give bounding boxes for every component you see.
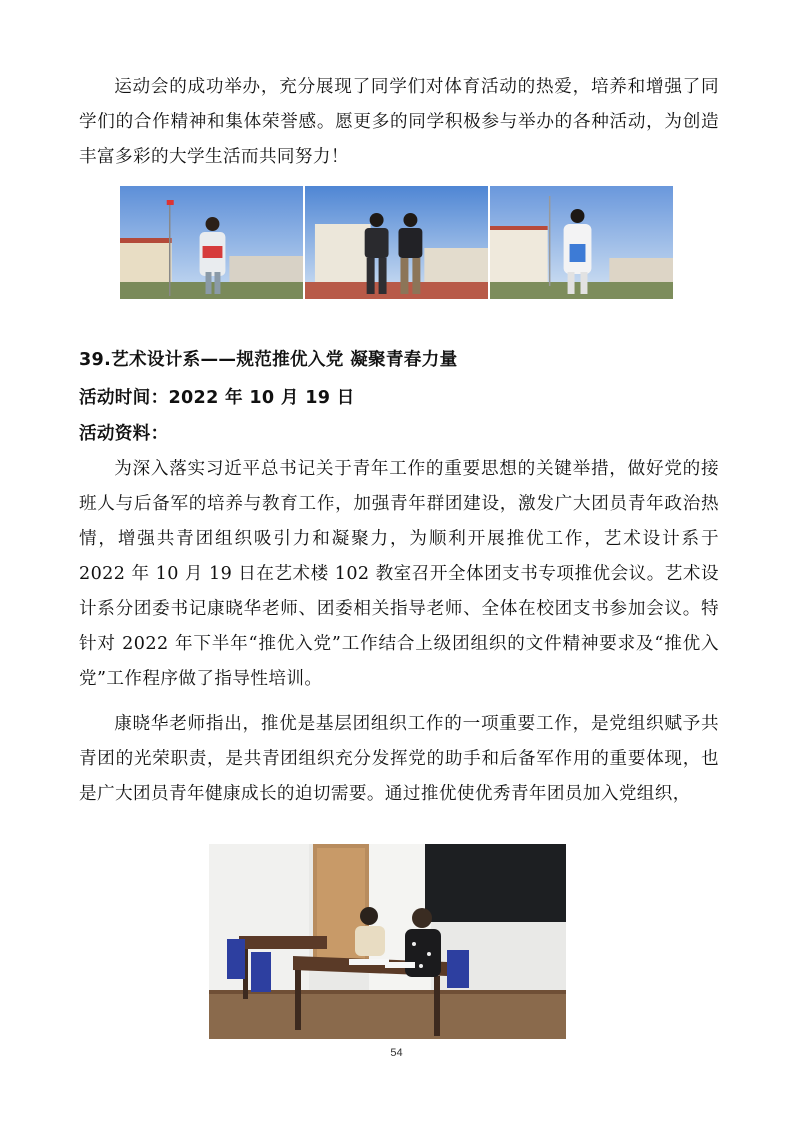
paragraph-meeting-description: 为深入落实习近平总书记关于青年工作的重要思想的关键举措，做好党的接班人与后备军的培养与教育工作，加强青年群团建设，激发广大团员青年政治热情，增强共青团组织吸引力和凝聚力，为顺利开展推优工作，艺术设计系于 2022 年 10 月 19 日在艺术楼 102 教室召开全体团支书专项推优会议。艺术设计系分团委书记康晓华老师、团委相关指导老师、全体在校团支书参加会议。特针对 2022 年下半年“推优入党”工作结合上级团组织的文件精神要求及“推优入党”工作程序做了指导性培训。 <box>79 459 719 689</box>
paragraph-sports-summary: 运动会的成功举办，充分展现了同学们对体育活动的热爱，培养和增强了同学们的合作精神和集体荣誉感。愿更多的同学积极参与举办的各种活动，为创造丰富多彩的大学生活而共同努力！ <box>79 77 719 167</box>
photo-two-students-award <box>305 186 488 299</box>
activity-time: 活动时间：2022 年 10 月 19 日 <box>79 388 355 408</box>
photo-meeting-room <box>209 844 566 1039</box>
photo-student-holding-award <box>490 186 673 299</box>
page-number: 54 <box>390 1047 403 1059</box>
award-photo-strip <box>120 186 673 299</box>
paragraph-kang-remarks: 康晓华老师指出，推优是基层团组织工作的一项重要工作，是党组织赋予共青团的光荣职责，是共青团组织充分发挥党的助手和后备军作用的重要体现，也是广大团员青年健康成长的迫切需要。通过推优使优秀青年团员加入党组织， <box>79 714 719 804</box>
photo-single-student-award <box>120 186 303 299</box>
section-title: 39.艺术设计系——规范推优入党 凝聚青春力量 <box>79 350 458 370</box>
activity-materials-label: 活动资料： <box>79 424 169 444</box>
